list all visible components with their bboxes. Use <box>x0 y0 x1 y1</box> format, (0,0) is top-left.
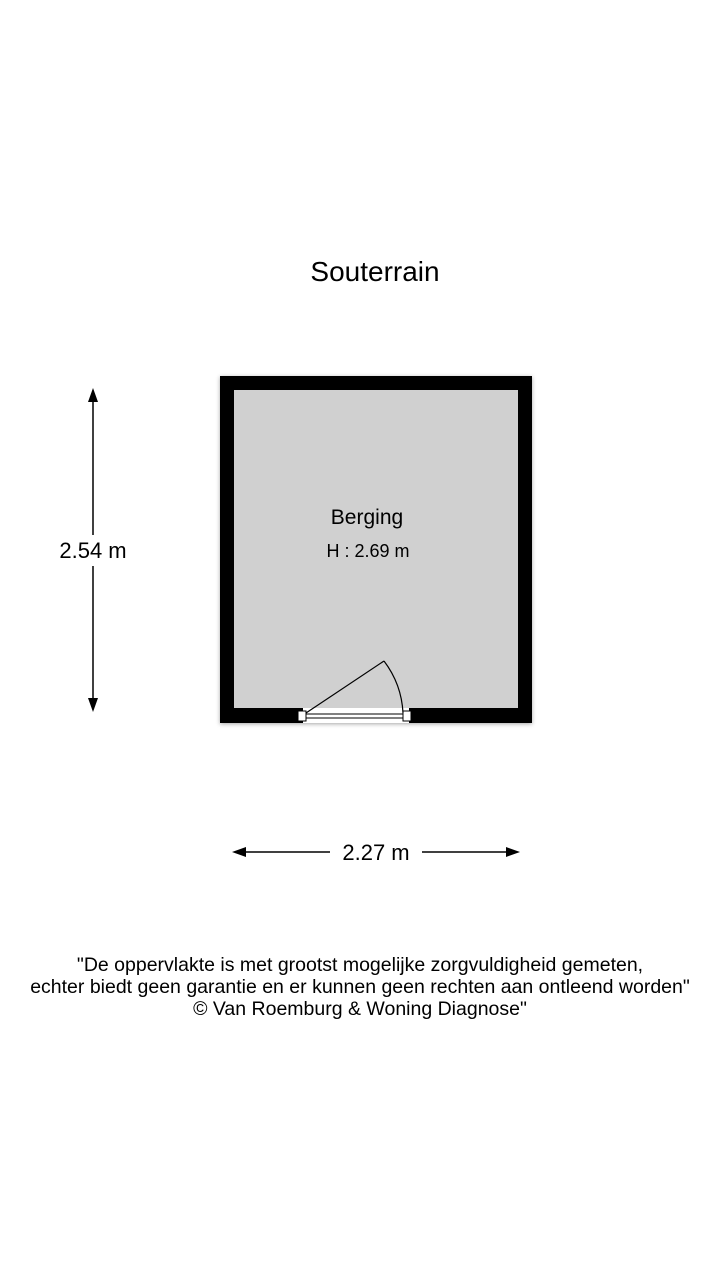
door-jamb-left <box>298 711 306 721</box>
dimension-vertical-label: 2.54 m <box>59 538 127 563</box>
dimension-horizontal-label: 2.27 m <box>342 840 410 865</box>
arrow-up-icon <box>88 388 98 402</box>
door-opening <box>303 708 409 723</box>
disclaimer <box>0 954 720 1020</box>
disclaimer-line-1: "De oppervlakte is met grootst mogelijke zorgvuldigheid gemeten, <box>76 954 644 976</box>
room-height: H : 2.69 m <box>326 541 410 561</box>
dimension-horizontal <box>232 840 520 865</box>
arrow-right-icon <box>506 847 520 857</box>
room-name: Berging <box>330 506 404 529</box>
floor-title: Souterrain <box>310 256 440 287</box>
disclaimer-line-2: echter biedt geen garantie en er kunnen geen rechten aan ontleend worden" <box>30 976 690 998</box>
dimension-vertical <box>59 388 126 712</box>
disclaimer-line-3: © Van Roemburg & Woning Diagnose" <box>193 998 527 1020</box>
arrow-left-icon <box>232 847 246 857</box>
arrow-down-icon <box>88 698 98 712</box>
door-jamb-right <box>403 711 411 721</box>
